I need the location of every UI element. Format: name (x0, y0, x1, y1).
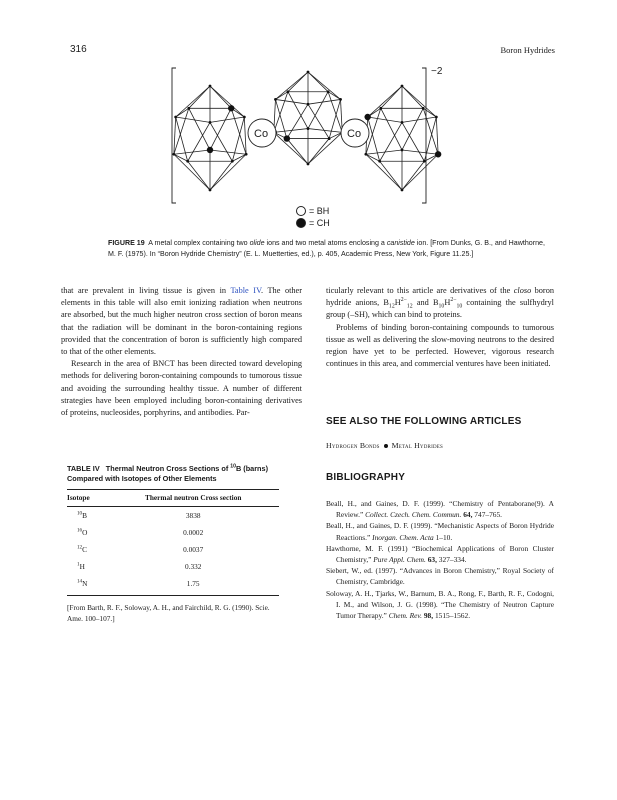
bibliography-entry: Beall, H., and Gaines, D. F. (1999). “Mechanistic Aspects of Boron Hydride Reactions.” Inorgan. Chem. Acta 1–10. (326, 521, 554, 542)
see-also-heading: SEE ALSO THE FOLLOWING ARTICLES (326, 416, 522, 427)
bh-vertex (209, 85, 212, 88)
figure-caption (108, 238, 553, 260)
bh-vertex (274, 98, 277, 101)
charge-label: −2 (431, 66, 443, 77)
open-circle-icon (296, 206, 306, 216)
bh-vertex (286, 90, 289, 93)
bh-vertex (172, 153, 175, 156)
cross-section-cell: 0.0002 (183, 528, 204, 537)
right-bracket (422, 68, 426, 203)
paragraph-text: boron hydride anions, (326, 286, 554, 308)
table-row (67, 541, 279, 558)
bh-vertex (307, 127, 310, 130)
bond-line (210, 161, 232, 190)
bond-line (381, 108, 402, 150)
running-title: Boron Hydrides (500, 45, 555, 55)
bibliography-entry: Hawthorne, M. F. (1991) “Biochemical Applications of Boron Cluster Chemistry,” Pure Appl. Chem. 63, 327–334. (326, 543, 554, 565)
bh-vertex (364, 153, 367, 156)
bh-vertex (231, 160, 234, 163)
bond-line (189, 86, 210, 108)
bond-line (275, 72, 308, 99)
bond-line (308, 72, 341, 99)
bibliography-heading: BIBLIOGRAPHY (326, 472, 406, 483)
isotope-cell: $^{12}$C (77, 544, 87, 554)
bh-vertex (435, 116, 438, 119)
bond-line (380, 161, 402, 190)
bond-line (368, 117, 380, 161)
bh-vertex (245, 153, 248, 156)
bond-line (176, 86, 210, 117)
ch-vertex (435, 151, 441, 157)
legend-bh (296, 206, 329, 216)
bond-line (368, 117, 402, 122)
table-label: TABLE IV (67, 464, 100, 473)
cobalt-label-right: Co (347, 128, 362, 140)
bond-line (402, 86, 436, 117)
formula-b12h12: $B_{12}H^{2-}_{12}$ (383, 297, 413, 310)
cross-section-cell: 1.75 (107, 575, 279, 596)
table-title-text: B (barns) Compared with Isotopes of Other Elements (67, 464, 268, 483)
isotope-cell: $^1$H (77, 561, 85, 571)
cross-section-cell: 0.332 (184, 562, 202, 571)
paragraph-text: . The other elements in this table will also emit ionizing radiation when neutrons are absorbed, but the much higher neutron cross section of boron means that the radiation will be dominant in the boron-containing regions provided that the concentration of boron is sufficiently high compared to that of the other elements. (61, 286, 302, 357)
column-header: Thermal neutron Cross section (107, 490, 279, 507)
see-also-list (326, 441, 443, 450)
bond-line (423, 108, 438, 154)
bond-line (366, 154, 380, 161)
see-also-item-hydrogen-bonds[interactable]: Hydrogen Bonds (326, 441, 380, 450)
ch-vertex (364, 114, 370, 120)
bh-vertex (327, 90, 330, 93)
bh-vertex (186, 160, 189, 163)
table-row (67, 524, 279, 541)
bond-line (210, 154, 246, 190)
bond-line (210, 108, 231, 150)
isotope-cell: $^{16}$O (77, 527, 88, 537)
bond-line (174, 154, 210, 190)
bond-line (329, 132, 342, 138)
bullet-icon (384, 444, 388, 448)
filled-circle-icon (296, 218, 306, 228)
page-number: 316 (70, 44, 87, 55)
caption-text: ion. [From Dunks, G. B., and Hawthorne, M. F. (1975). In “Boron Hydride Chemistry” (E. L. Muetterties, ed.), p. 405, Academic Press, New York, Figure 11.25.] (108, 239, 545, 258)
bh-vertex (401, 121, 404, 124)
bond-line (308, 139, 329, 164)
bond-line (402, 154, 438, 190)
bh-vertex (307, 71, 310, 74)
bond-line (287, 139, 308, 164)
caption-text: ions and two metal atoms enclosing a (264, 239, 387, 247)
bh-vertex (328, 137, 331, 140)
ch-vertex (228, 105, 234, 111)
cross-section-cell: 0.0037 (183, 545, 204, 554)
bond-line (288, 92, 308, 129)
bond-line (232, 154, 246, 161)
column-header: Isotope (67, 490, 107, 507)
cross-section-cell: 3838 (185, 511, 201, 520)
see-also-item-metal-hydrides[interactable]: Metal Hydrides (391, 441, 443, 450)
cobalt-label-left: Co (254, 128, 269, 140)
right-column (326, 285, 554, 370)
bond-line (174, 108, 189, 154)
bond-line (328, 92, 342, 133)
bond-line (402, 117, 436, 122)
table-header-row (67, 490, 279, 507)
table-title (67, 464, 279, 483)
paragraph: Research in the area of BNCT has been directed toward developing methods for delivering boron-containing compounds to tumorous tissue and avoiding the surrounding healthy tissue. A number of different strategies have been employed including boron-containing derivatives of proteins, nucleosides, porphyrins, and antibodies. Par- (61, 359, 302, 418)
bond-line (275, 99, 308, 104)
caption-text: A metal complex containing two (148, 239, 250, 247)
bh-vertex (243, 116, 246, 119)
bh-vertex (339, 98, 342, 101)
bond-line (231, 108, 246, 154)
bond-line (176, 117, 210, 122)
bh-vertex (209, 189, 212, 192)
bibliography-list (326, 498, 554, 621)
paragraph (326, 285, 554, 322)
paragraph-text: ticularly relevant to this article are derivatives of the (326, 286, 514, 295)
bond-line (402, 108, 423, 150)
bh-vertex (307, 103, 310, 106)
table-iv (67, 464, 279, 624)
paragraph: Problems of binding boron-containing compounds to tumorous tissue as well as delivering the slow-moving neutrons to the desired region have yet to be perfected. However, vigorous research continues in this area, and commercial ventures have been initiated. (326, 322, 554, 369)
legend-bh-text: = BH (309, 206, 330, 216)
formula-b10h10: $B_{10}H^{2-}_{10}$ (432, 297, 463, 310)
table-row (67, 558, 279, 575)
left-bracket (172, 68, 176, 203)
bh-vertex (401, 85, 404, 88)
bond-line (308, 132, 342, 164)
ch-vertex (284, 135, 290, 141)
bh-vertex (307, 163, 310, 166)
bibliography-entry: Soloway, A. H., Tjarks, W., Barnum, B. A., Rong, F., Barth, R. F., Codogni, I. M., and Wilson, J. G. (1998). “The Chemistry of Neutron Capture Tumor Therapy.” Chem. Rev. 98, 1515–1562. (326, 588, 554, 621)
caption-italic: olide (249, 239, 265, 247)
bh-vertex (423, 160, 426, 163)
bh-vertex (422, 107, 425, 110)
table-title-text: Thermal Neutron Cross Sections of (105, 464, 231, 473)
bond-line (368, 86, 402, 117)
bond-line (274, 132, 308, 164)
cobalt-atom-left (248, 119, 276, 147)
paragraph (61, 285, 302, 358)
bond-line (402, 161, 424, 190)
paragraph-text: that are prevalent in living tissue is given in (61, 286, 231, 295)
left-column (61, 285, 302, 419)
bond-line (308, 99, 341, 104)
bond-line (308, 92, 328, 129)
bibliography-entry: Siebert, W., ed. (1997). “Advances in Boron Chemistry,” Royal Society of Chemistry, Cambridge. (326, 566, 554, 587)
paragraph-text: containing the sulfhydryl group (–SH), which can bind to proteins. (326, 298, 554, 320)
bh-vertex (401, 149, 404, 152)
bond-line (176, 108, 189, 117)
bond-line (423, 108, 436, 117)
legend-ch (296, 218, 330, 228)
isotope-cell: $^{10}$B (77, 510, 87, 520)
cross-section-table (67, 489, 279, 596)
table-row (67, 575, 279, 596)
caption-italic: canistide (386, 239, 415, 247)
bond-line (210, 117, 244, 122)
bond-line (210, 86, 244, 117)
bond-line (274, 92, 288, 133)
bond-line (366, 154, 402, 190)
bh-vertex (378, 160, 381, 163)
table-title-sup: 10 (230, 463, 236, 470)
bond-line (275, 99, 286, 138)
bh-vertex (401, 189, 404, 192)
isotope-cell: $^{14}$N (67, 575, 107, 596)
bond-line (174, 154, 188, 161)
cobalt-atom-right (341, 119, 369, 147)
bond-line (329, 99, 340, 138)
bond-line (288, 72, 308, 92)
bh-vertex (379, 107, 382, 110)
figure-label: FIGURE 19 (108, 239, 145, 247)
bond-line (232, 117, 244, 161)
bond-line (381, 86, 402, 108)
legend-ch-text: = CH (309, 218, 330, 228)
bond-line (188, 161, 210, 190)
table-source: [From Barth, R. F., Soloway, A. H., and Fairchild, R. G. (1990). Scie. Ame. 100–107.] (67, 603, 270, 623)
carborane-cages (172, 71, 441, 192)
table-row (67, 507, 279, 525)
paragraph-text: and (412, 298, 433, 308)
bond-line (176, 117, 188, 161)
table-iv-link[interactable]: Table IV (230, 286, 261, 295)
bh-vertex (187, 107, 190, 110)
bh-vertex (174, 116, 177, 119)
italic-term: closo (513, 286, 532, 295)
bond-line (189, 108, 210, 150)
bh-vertex (209, 121, 212, 124)
ch-vertex (207, 147, 213, 153)
bibliography-entry: Beall, H., and Gaines, D. F. (1999). “Chemistry of Pentaborane(9). A Review.” Collect. Czech. Chem. Commun. 64, 747–765. (326, 499, 554, 520)
